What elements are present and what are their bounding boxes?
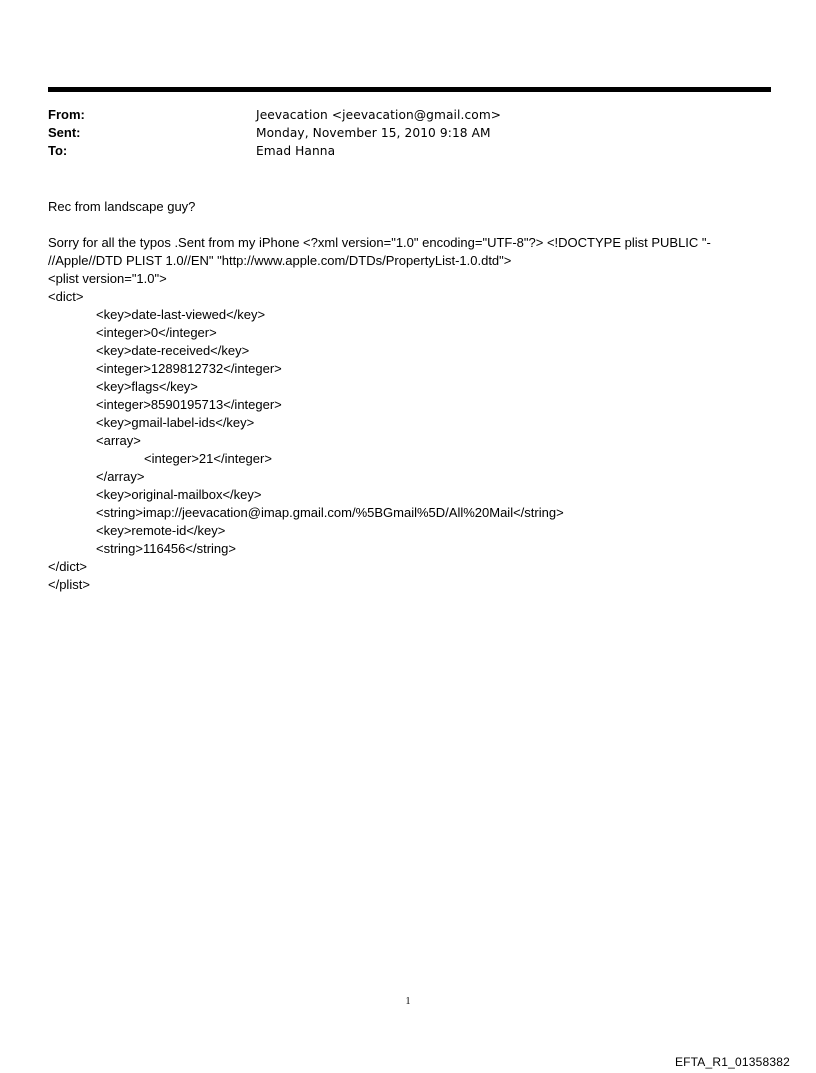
body-line: <string>imap://jeevacation@imap.gmail.com/%5BGmail%5D/All%20Mail</string> — [96, 505, 564, 520]
body-line: <array> — [96, 433, 141, 448]
body-line: <key>flags</key> — [96, 379, 198, 394]
sent-label: Sent: — [48, 125, 81, 140]
body-line: <plist version="1.0"> — [48, 271, 167, 286]
body-line: <key>remote-id</key> — [96, 523, 226, 538]
from-value: Jeevacation <jeevacation@gmail.com> — [256, 108, 502, 122]
body-line: <string>116456</string> — [96, 541, 236, 556]
body-line: <key>date-received</key> — [96, 343, 250, 358]
body-line: Sorry for all the typos .Sent from my iPhone <?xml version="1.0" encoding="UTF-8"?> <!DOCTYPE plist PUBLIC "- — [48, 235, 711, 250]
body-line: </dict> — [48, 559, 88, 574]
body-line: <key>gmail-label-ids</key> — [96, 415, 255, 430]
sent-value: Monday, November 15, 2010 9:18 AM — [256, 126, 491, 140]
subject-line: Rec from landscape guy? — [48, 199, 196, 214]
body-line: <dict> — [48, 289, 84, 304]
body-line: <key>date-last-viewed</key> — [96, 307, 266, 322]
body-line: //Apple//DTD PLIST 1.0//EN" "http://www.apple.com/DTDs/PropertyList-1.0.dtd"> — [48, 253, 512, 268]
email-body — [48, 198, 778, 594]
header-rule — [48, 87, 771, 92]
email-header — [48, 106, 768, 160]
body-line: <key>original-mailbox</key> — [96, 487, 262, 502]
body-line: </array> — [96, 469, 145, 484]
from-row — [48, 106, 768, 124]
page-number: 1 — [405, 996, 411, 1007]
body-line: <integer>1289812732</integer> — [96, 361, 282, 376]
body-line: <integer>21</integer> — [144, 451, 272, 466]
from-label: From: — [48, 107, 85, 122]
to-label: To: — [48, 143, 68, 158]
blank-line — [48, 216, 778, 234]
document-id: EFTA_R1_01358382 — [674, 1055, 790, 1069]
body-line: <integer>8590195713</integer> — [96, 397, 282, 412]
to-value: Emad Hanna — [256, 144, 336, 158]
body-line: <integer>0</integer> — [96, 325, 217, 340]
to-row — [48, 142, 768, 160]
body-line: </plist> — [48, 577, 90, 592]
sent-row — [48, 124, 768, 142]
